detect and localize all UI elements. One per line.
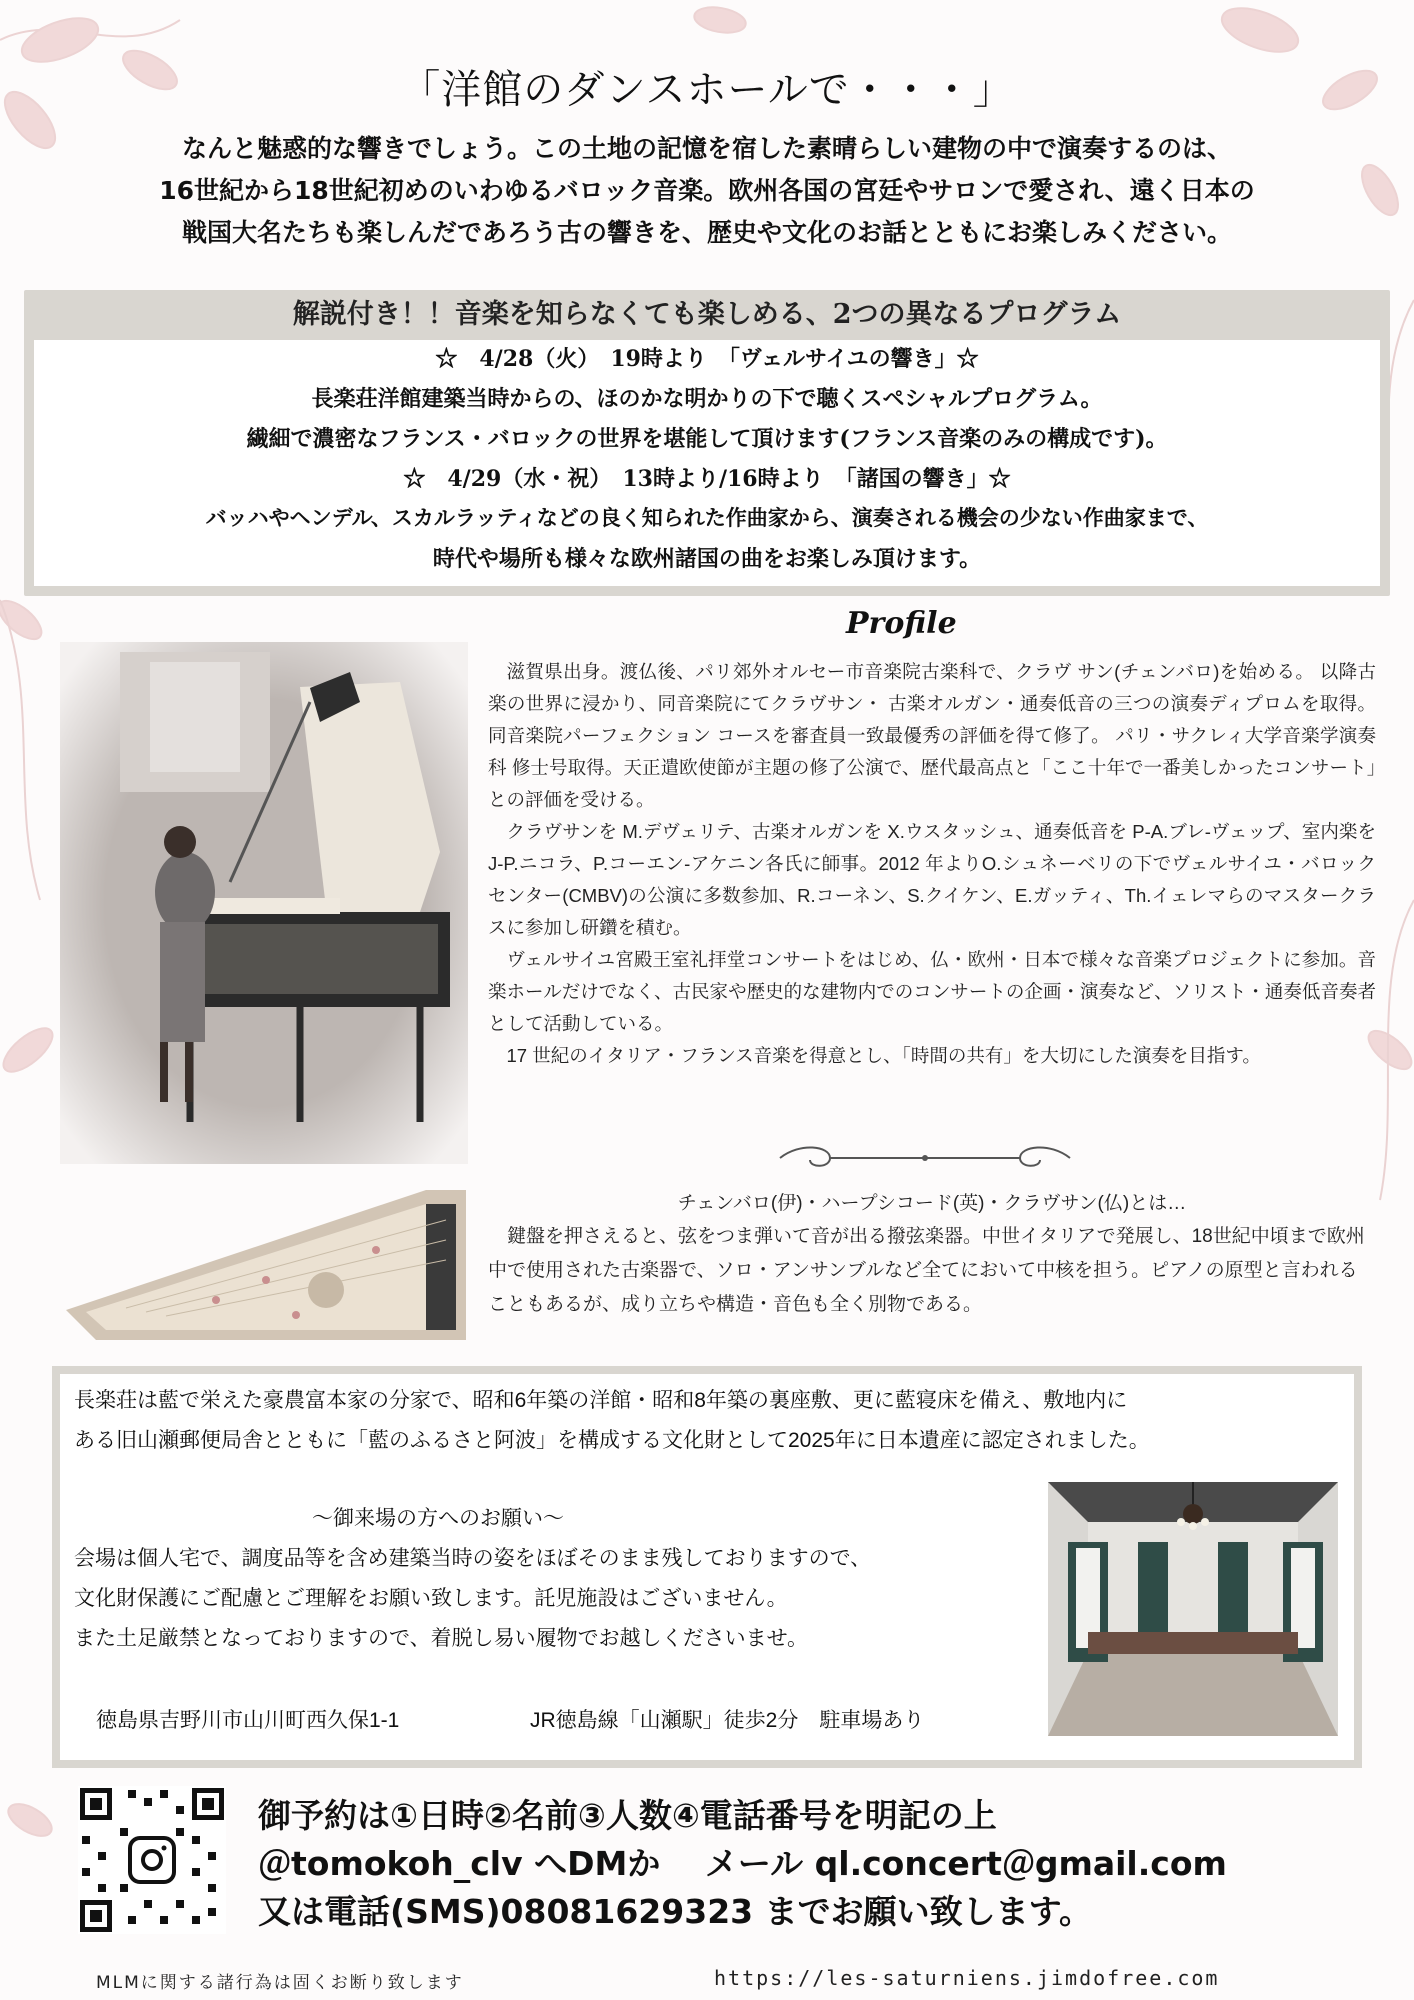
harpsichord-description: 鍵盤を押さえると、弦をつま弾いて音が出る撥弦楽器。中世イタリアで発展し、18世紀中頃まで欧州中で使用された古楽器で、ソロ・アンサンブルなど全てにおいて中核を担う。ピアノの原型と言われることもあるが、成り立ちや構造・音色も全く別物である。 <box>488 1226 1365 1315</box>
program-nations-desc: 時代や場所も様々な欧州諸国の曲をお楽しみ頂けます。 <box>432 546 982 572</box>
profile-heading: Profile <box>846 606 957 641</box>
mlm-notice: MLMに関する諸行為は固くお断り致します <box>96 1973 464 1993</box>
venue-description: ある旧山瀬郵便局舎とともに「藍のふるさと阿波」を構成する文化財として2025年に日本遺産に認定されました。 <box>74 1429 1150 1452</box>
program-versailles-desc: 繊細で濃密なフランス・バロックの世界を堪能して頂けます(フランス音楽のみの構成です)。 <box>246 426 1168 452</box>
program-details <box>34 340 1380 586</box>
venue-address: 徳島県吉野川市山川町西久保1-1 <box>96 1709 400 1732</box>
request-text: 文化財保護にご配慮とご理解をお願い致します。託児施設はございません。 <box>74 1587 788 1610</box>
reservation-line: 御予約は①日時②名前③人数④電話番号を明記の上 <box>258 1796 997 1835</box>
program-versailles-title: ☆ 4/28（火） 19時より 「ヴェルサイユの響き」☆ <box>435 346 979 372</box>
program-nations-desc: バッハやヘンデル、スカルラッティなどの良く知られた作曲家から、演奏される機会の少ない作曲家まで、 <box>205 505 1209 530</box>
venue-access: JR徳島線「山瀬駅」徒歩2分 駐車場あり <box>530 1709 925 1732</box>
website-link[interactable]: https://les-saturniens.jimdofree.com <box>714 1966 1220 1990</box>
qr-code[interactable] <box>78 1786 226 1934</box>
intro-line: 16世紀から18世紀初めのいわゆるバロック音楽。欧州各国の宮廷やサロンで愛され、遠く日本の <box>159 176 1255 205</box>
page-title: 「洋館のダンスホールで・・・」 <box>400 67 1014 113</box>
program-heading: 解説付き！！音楽を知らなくても楽しめる、2つの異なるプログラム <box>292 299 1122 330</box>
request-text: 会場は個人宅で、調度品等を含め建築当時の姿をほぼそのまま残しておりますので、 <box>74 1547 872 1570</box>
profile-text <box>488 656 1376 1072</box>
performer-harpsichord-photo <box>60 642 468 1164</box>
program-versailles-desc: 長楽荘洋館建築当時からの、ほのかな明かりの下で聴くスペシャルプログラム。 <box>311 386 1103 412</box>
profile-paragraph: ヴェルサイユ宮殿王室礼拝堂コンサートをはじめ、仏・欧州・日本で様々な音楽プロジェクトに参加。音楽ホールだけでなく、古民家や歴史的な建物内でのコンサートの企画・演奏など、ソリスト・通奏低音奏者として活動している。 <box>488 949 1376 1034</box>
venue-description: 長楽荘は藍で栄えた豪農富本家の分家で、昭和6年築の洋館・昭和8年築の裏座敷、更に藍寝床を備え、敷地内に <box>74 1389 1128 1412</box>
ornament-divider <box>760 1140 1090 1174</box>
profile-paragraph: 滋賀県出身。渡仏後、パリ郊外オルセー市音楽院古楽科で、クラヴ サン(チェンバロ)を始める。 以降古楽の世界に浸かり、同音楽院にてクラヴサン・ 古楽オルガン・通奏低音の三つの演奏ディプロムを取得。同音楽院パーフェクション コースを審査員一致最優秀の評価を得て修了。 パリ・サクレィ大学音楽学演奏科 修士号取得。天正遣欧使節が主題の修了公演で、歴代最高点と「ここ十年で一番美しかったコンサート」との評価を受ける。 <box>488 661 1376 810</box>
request-text: また土足厳禁となっておりますので、着脱し易い履物でお越しくださいませ。 <box>74 1627 808 1650</box>
request-heading: ～御来場の方へのお願い～ <box>312 1507 564 1530</box>
reservation-contact[interactable]: ＠tomokoh_clv へDMか メール ql.concert＠gmail.com <box>258 1844 1227 1883</box>
harpsichord-topview-image <box>66 1190 466 1340</box>
dance-hall-photo <box>1048 1482 1338 1736</box>
program-nations-title: ☆ 4/29（水・祝） 13時より/16時より 「諸国の響き」☆ <box>403 466 1011 492</box>
intro-text <box>40 128 1374 254</box>
intro-line: なんと魅惑的な響きでしょう。この土地の記憶を宿した素晴らしい建物の中で演奏するのは、 <box>181 134 1232 163</box>
reservation-phone[interactable]: 又は電話(SMS)08081629323 までお願い致します。 <box>258 1892 1092 1931</box>
profile-paragraph: クラヴサンを M.デヴェリテ、古楽オルガンを X.ウスタッシュ、通奏低音を P-A.ブレ-ヴェップ、室内楽を J-P.ニコラ、P.コーエン-アケニン各氏に師事。2012 年よりO.シュネーベリの下でヴェルサイユ・バロックセンター(CMBV)の公演に多数参加、R.コーネン、S.クイケン、E.ガッティ、Th.イェレマらのマスタークラスに参加し研鑽を積む。 <box>488 821 1376 938</box>
venue-info-box <box>52 1366 1362 1768</box>
harpsichord-heading: チェンバロ(伊)・ハープシコード(英)・クラヴサン(仏)とは… <box>677 1193 1187 1214</box>
venue-info-content <box>60 1374 1354 1760</box>
profile-paragraph: 17 世紀のイタリア・フランス音楽を得意とし、「時間の共有」を大切にした演奏を目指す。 <box>506 1045 1261 1066</box>
program-box <box>24 290 1390 596</box>
intro-line: 戦国大名たちも楽しんだであろう古の響きを、歴史や文化のお話とともにお楽しみください。 <box>181 218 1232 247</box>
